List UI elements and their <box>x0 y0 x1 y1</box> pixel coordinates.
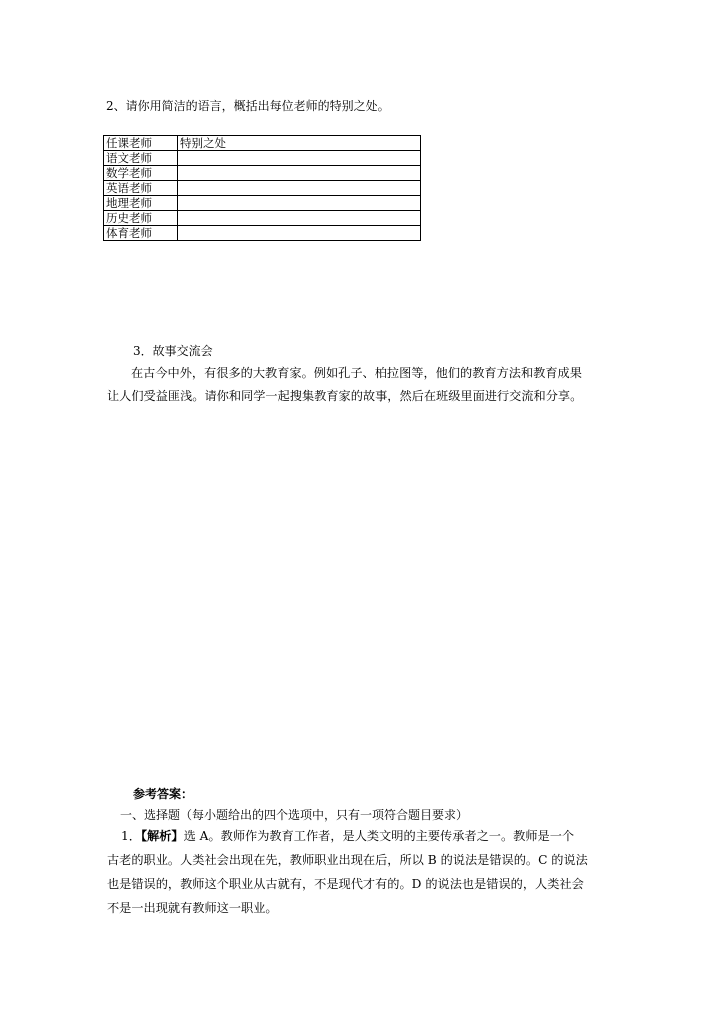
table-row <box>104 196 421 211</box>
table-row <box>104 151 421 166</box>
table-header-special: 特别之处 <box>178 136 421 151</box>
table-row <box>104 181 421 196</box>
answer-1-line: 古老的职业。人类社会出现在先，教师职业出现在后，所以 B 的说法是错误的。C 的说法 <box>107 853 588 867</box>
section-3-line: 让人们受益匪浅。请你和同学一起搜集教育家的故事，然后在班级里面进行交流和分享。 <box>107 389 583 403</box>
table-cell-teacher: 体育老师 <box>104 226 178 241</box>
answer-1-line: 不是一出现就有教师这一职业。 <box>107 901 278 915</box>
answer-1-paragraph <box>107 824 619 920</box>
table-row <box>104 226 421 241</box>
answer-1-tag: 【解析】 <box>140 829 184 843</box>
table-cell-teacher: 历史老师 <box>104 211 178 226</box>
table-cell-special[interactable] <box>178 151 421 166</box>
table-cell-special[interactable] <box>178 181 421 196</box>
answer-1-line: 也是错误的，教师这个职业从古就有，不是现代才有的。D 的说法也是错误的，人类社会 <box>107 877 584 891</box>
answers-heading: 参考答案： <box>133 787 194 801</box>
table-cell-special[interactable] <box>178 211 421 226</box>
teacher-table <box>103 135 421 241</box>
table-cell-special[interactable] <box>178 196 421 211</box>
table-row <box>104 166 421 181</box>
table-header-teacher: 任课老师 <box>104 136 178 151</box>
section-3-title: 3．故事交流会 <box>133 344 213 358</box>
table-cell-teacher: 英语老师 <box>104 181 178 196</box>
table-cell-special[interactable] <box>178 166 421 181</box>
section-3-paragraph <box>107 362 619 408</box>
answer-1-number: 1． <box>121 829 141 843</box>
answer-1-line <box>107 824 619 848</box>
table-cell-teacher: 数学老师 <box>104 166 178 181</box>
table-cell-teacher: 语文老师 <box>104 151 178 166</box>
table-header-row <box>104 136 421 151</box>
table-cell-teacher: 地理老师 <box>104 196 178 211</box>
table-row <box>104 211 421 226</box>
table-cell-special[interactable] <box>178 226 421 241</box>
section-3-line: 在古今中外，有很多的大教育家。例如孔子、柏拉图等，他们的教育方法和教育成果 <box>131 366 582 380</box>
answers-subheading: 一、选择题（每小题给出的四个选项中，只有一项符合题目要求） <box>120 808 469 822</box>
answer-1-text: 选 A。教师作为教育工作者，是人类文明的主要传承者之一。教师是一个 <box>183 829 575 843</box>
question-2-prompt: 2、请你用简洁的语言，概括出每位老师的特别之处。 <box>106 99 390 113</box>
